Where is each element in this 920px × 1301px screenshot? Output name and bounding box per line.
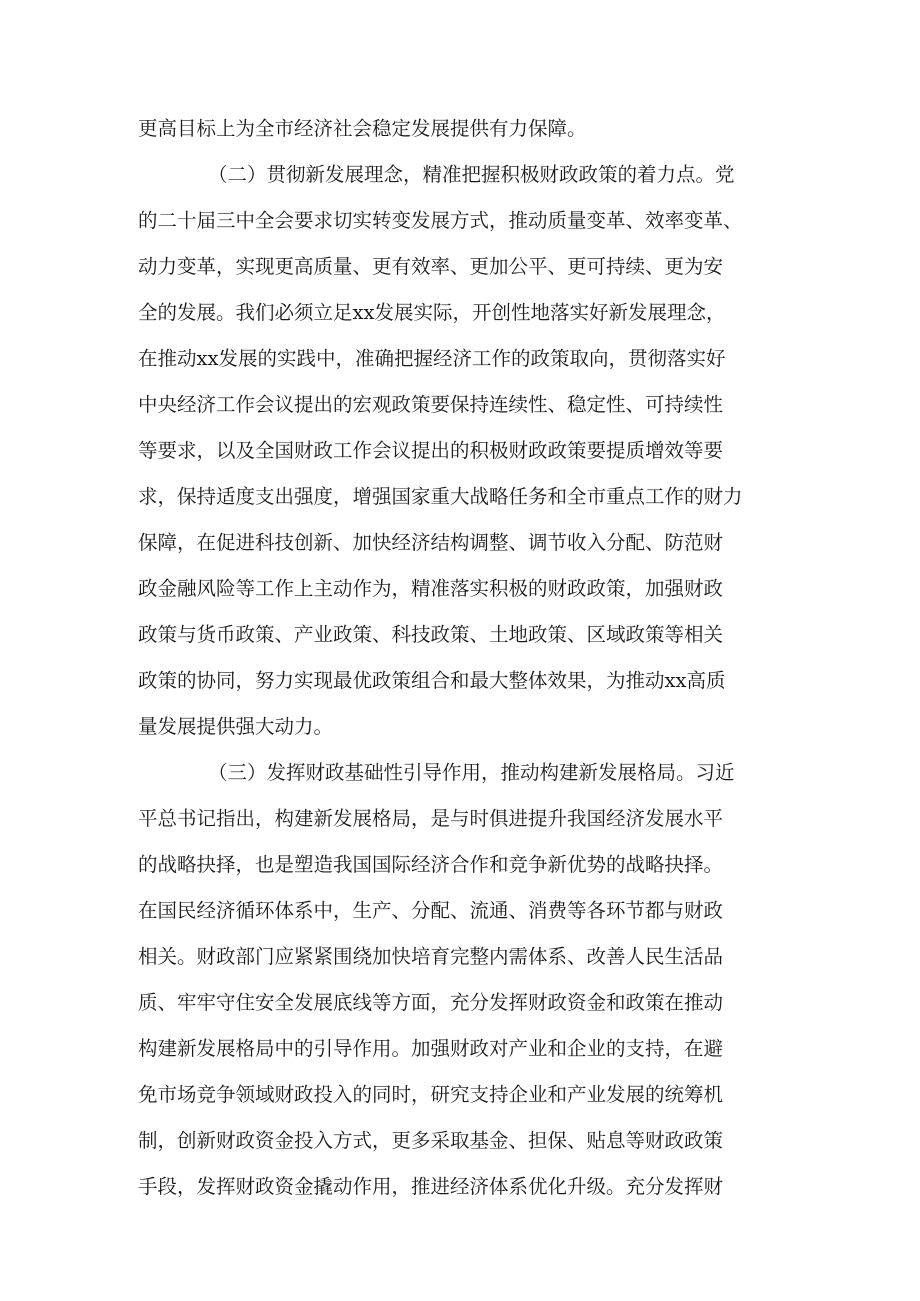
text-line: 构建新发展格局中的引导作用。加强财政对产业和企业的支持，在避 xyxy=(138,1037,724,1060)
text-line: 全的发展。我们必须立足xx发展实际，开创性地落实好新发展理念， xyxy=(138,301,726,324)
text-line: 制，创新财政资金投入方式，更多采取基金、担保、贴息等财政政策 xyxy=(138,1129,724,1152)
text-line: 在推动xx发展的实践中，准确把握经济工作的政策取向，贯彻落实好 xyxy=(138,347,726,370)
text-line: 手段，发挥财政资金撬动作用，推进经济体系优化升级。充分发挥财 xyxy=(138,1175,724,1198)
text-line: 质、牢牢守住安全发展底线等方面，充分发挥财政资金和政策在推动 xyxy=(138,991,724,1014)
text-line: 动力变革，实现更高质量、更有效率、更加公平、更可持续、更为安 xyxy=(138,255,724,278)
text-line: 更高目标上为全市经济社会稳定发展提供有力保障。 xyxy=(138,117,587,140)
text-line: 相关。财政部门应紧紧围绕加快培育完整内需体系、改善人民生活品 xyxy=(138,945,724,968)
text-line: 政金融风险等工作上主动作为，精准落实积极的财政政策，加强财政 xyxy=(138,577,724,600)
text-line: 的战略抉择，也是塑造我国国际经济合作和竞争新优势的战略抉择。 xyxy=(138,853,724,876)
section-heading-line: （二）贯彻新发展理念，精准把握积极财政政策的着力点。党 xyxy=(208,163,735,186)
text-line: 等要求，以及全国财政工作会议提出的积极财政政策要提质增效等要 xyxy=(138,439,724,462)
text-line: 在国民经济循环体系中，生产、分配、流通、消费等各环节都与财政 xyxy=(138,899,724,922)
text-line: 保障，在促进科技创新、加快经济结构调整、调节收入分配、防范财 xyxy=(138,531,724,554)
text-line: 政策与货币政策、产业政策、科技政策、土地政策、区域政策等相关 xyxy=(138,623,724,646)
text-line: 免市场竞争领域财政投入的同时，研究支持企业和产业发展的统筹机 xyxy=(138,1083,724,1106)
text-line: 中央经济工作会议提出的宏观政策要保持连续性、稳定性、可持续性 xyxy=(138,393,724,416)
text-line: 的二十届三中全会要求切实转变发展方式，推动质量变革、效率变革、 xyxy=(138,209,743,232)
text-line: 求，保持适度支出强度，增强国家重大战略任务和全市重点工作的财力 xyxy=(138,485,743,508)
text-line: 平总书记指出，构建新发展格局，是与时俱进提升我国经济发展水平 xyxy=(138,807,724,830)
section-heading-line: （三）发挥财政基础性引导作用，推动构建新发展格局。习近 xyxy=(208,761,735,784)
text-line: 量发展提供强大动力。 xyxy=(138,715,334,738)
text-line: 政策的协同，努力实现最优政策组合和最大整体效果，为推动xx高质 xyxy=(138,669,726,692)
